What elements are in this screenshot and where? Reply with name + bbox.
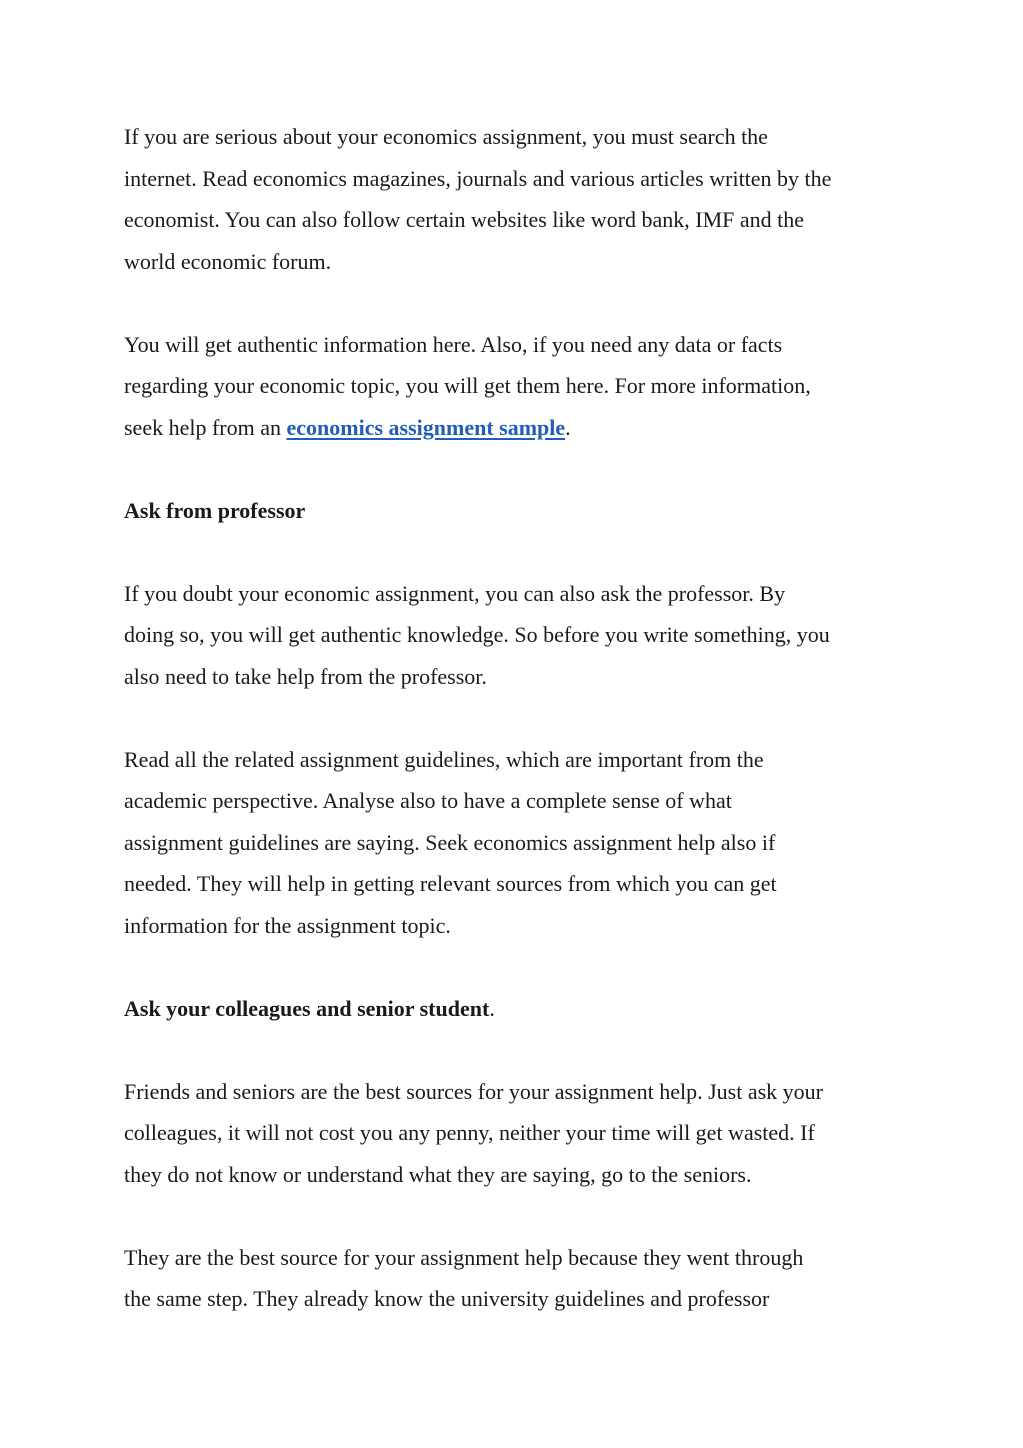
text-line: also need to take help from the professor. [124, 663, 487, 689]
paragraph-spacer [124, 946, 914, 988]
paragraph-spacer [124, 282, 914, 324]
paragraph-spacer [124, 531, 914, 573]
paragraph-spacer [124, 697, 914, 739]
heading-text: Ask your colleagues and senior student [124, 995, 490, 1021]
document-page [124, 116, 914, 1320]
paragraph-friends-seniors [124, 1071, 914, 1196]
paragraph-spacer [124, 1029, 914, 1071]
text-line: economist. You can also follow certain websites like word bank, IMF and the [124, 207, 805, 232]
paragraph-spacer [124, 448, 914, 490]
text-line [124, 407, 914, 449]
text-line: information for the assignment topic. [124, 912, 451, 938]
text-line: They are the best source for your assignment help because they went through [124, 1244, 804, 1270]
text-fragment: seek help from an [124, 414, 287, 440]
heading-ask-colleagues [124, 988, 914, 1030]
heading-ask-from-professor: Ask from professor [124, 497, 306, 523]
paragraph-search-internet [124, 116, 914, 282]
text-line: world economic forum. [124, 248, 332, 274]
text-line: If you doubt your economic assignment, you can also ask the professor. By [124, 580, 786, 606]
paragraph-spacer [124, 1195, 914, 1237]
economics-assignment-sample-link[interactable]: economics assignment sample [286, 414, 566, 440]
text-line: doing so, you will get authentic knowledge. So before you write something, you [124, 622, 830, 647]
paragraph-ask-professor [124, 573, 914, 698]
text-line: You will get authentic information here. Also, if you need any data or facts [124, 331, 783, 357]
text-line: Read all the related assignment guidelines, which are important from the [124, 746, 764, 772]
text-line: academic perspective. Analyse also to have a complete sense of what [124, 788, 732, 813]
text-line: regarding your economic topic, you will get them here. For more information, [124, 373, 811, 398]
text-line: needed. They will help in getting relevant sources from which you can get [124, 871, 777, 896]
paragraph-guidelines [124, 739, 914, 947]
heading-suffix: . [489, 995, 495, 1021]
paragraph-authentic-information [124, 324, 914, 449]
text-line: internet. Read economics magazines, journals and various articles written by the [124, 165, 832, 191]
text-line: If you are serious about your economics assignment, you must search the [124, 124, 768, 149]
text-line: the same step. They already know the university guidelines and professor [124, 1286, 770, 1311]
text-line: they do not know or understand what they are saying, go to the seniors. [124, 1161, 752, 1187]
text-line: assignment guidelines are saying. Seek economics assignment help also if [124, 829, 776, 855]
text-line: Friends and seniors are the best sources for your assignment help. Just ask your [124, 1078, 823, 1104]
text-fragment: . [565, 414, 571, 440]
paragraph-best-source [124, 1237, 914, 1320]
text-line: colleagues, it will not cost you any penny, neither your time will get wasted. If [124, 1120, 815, 1145]
